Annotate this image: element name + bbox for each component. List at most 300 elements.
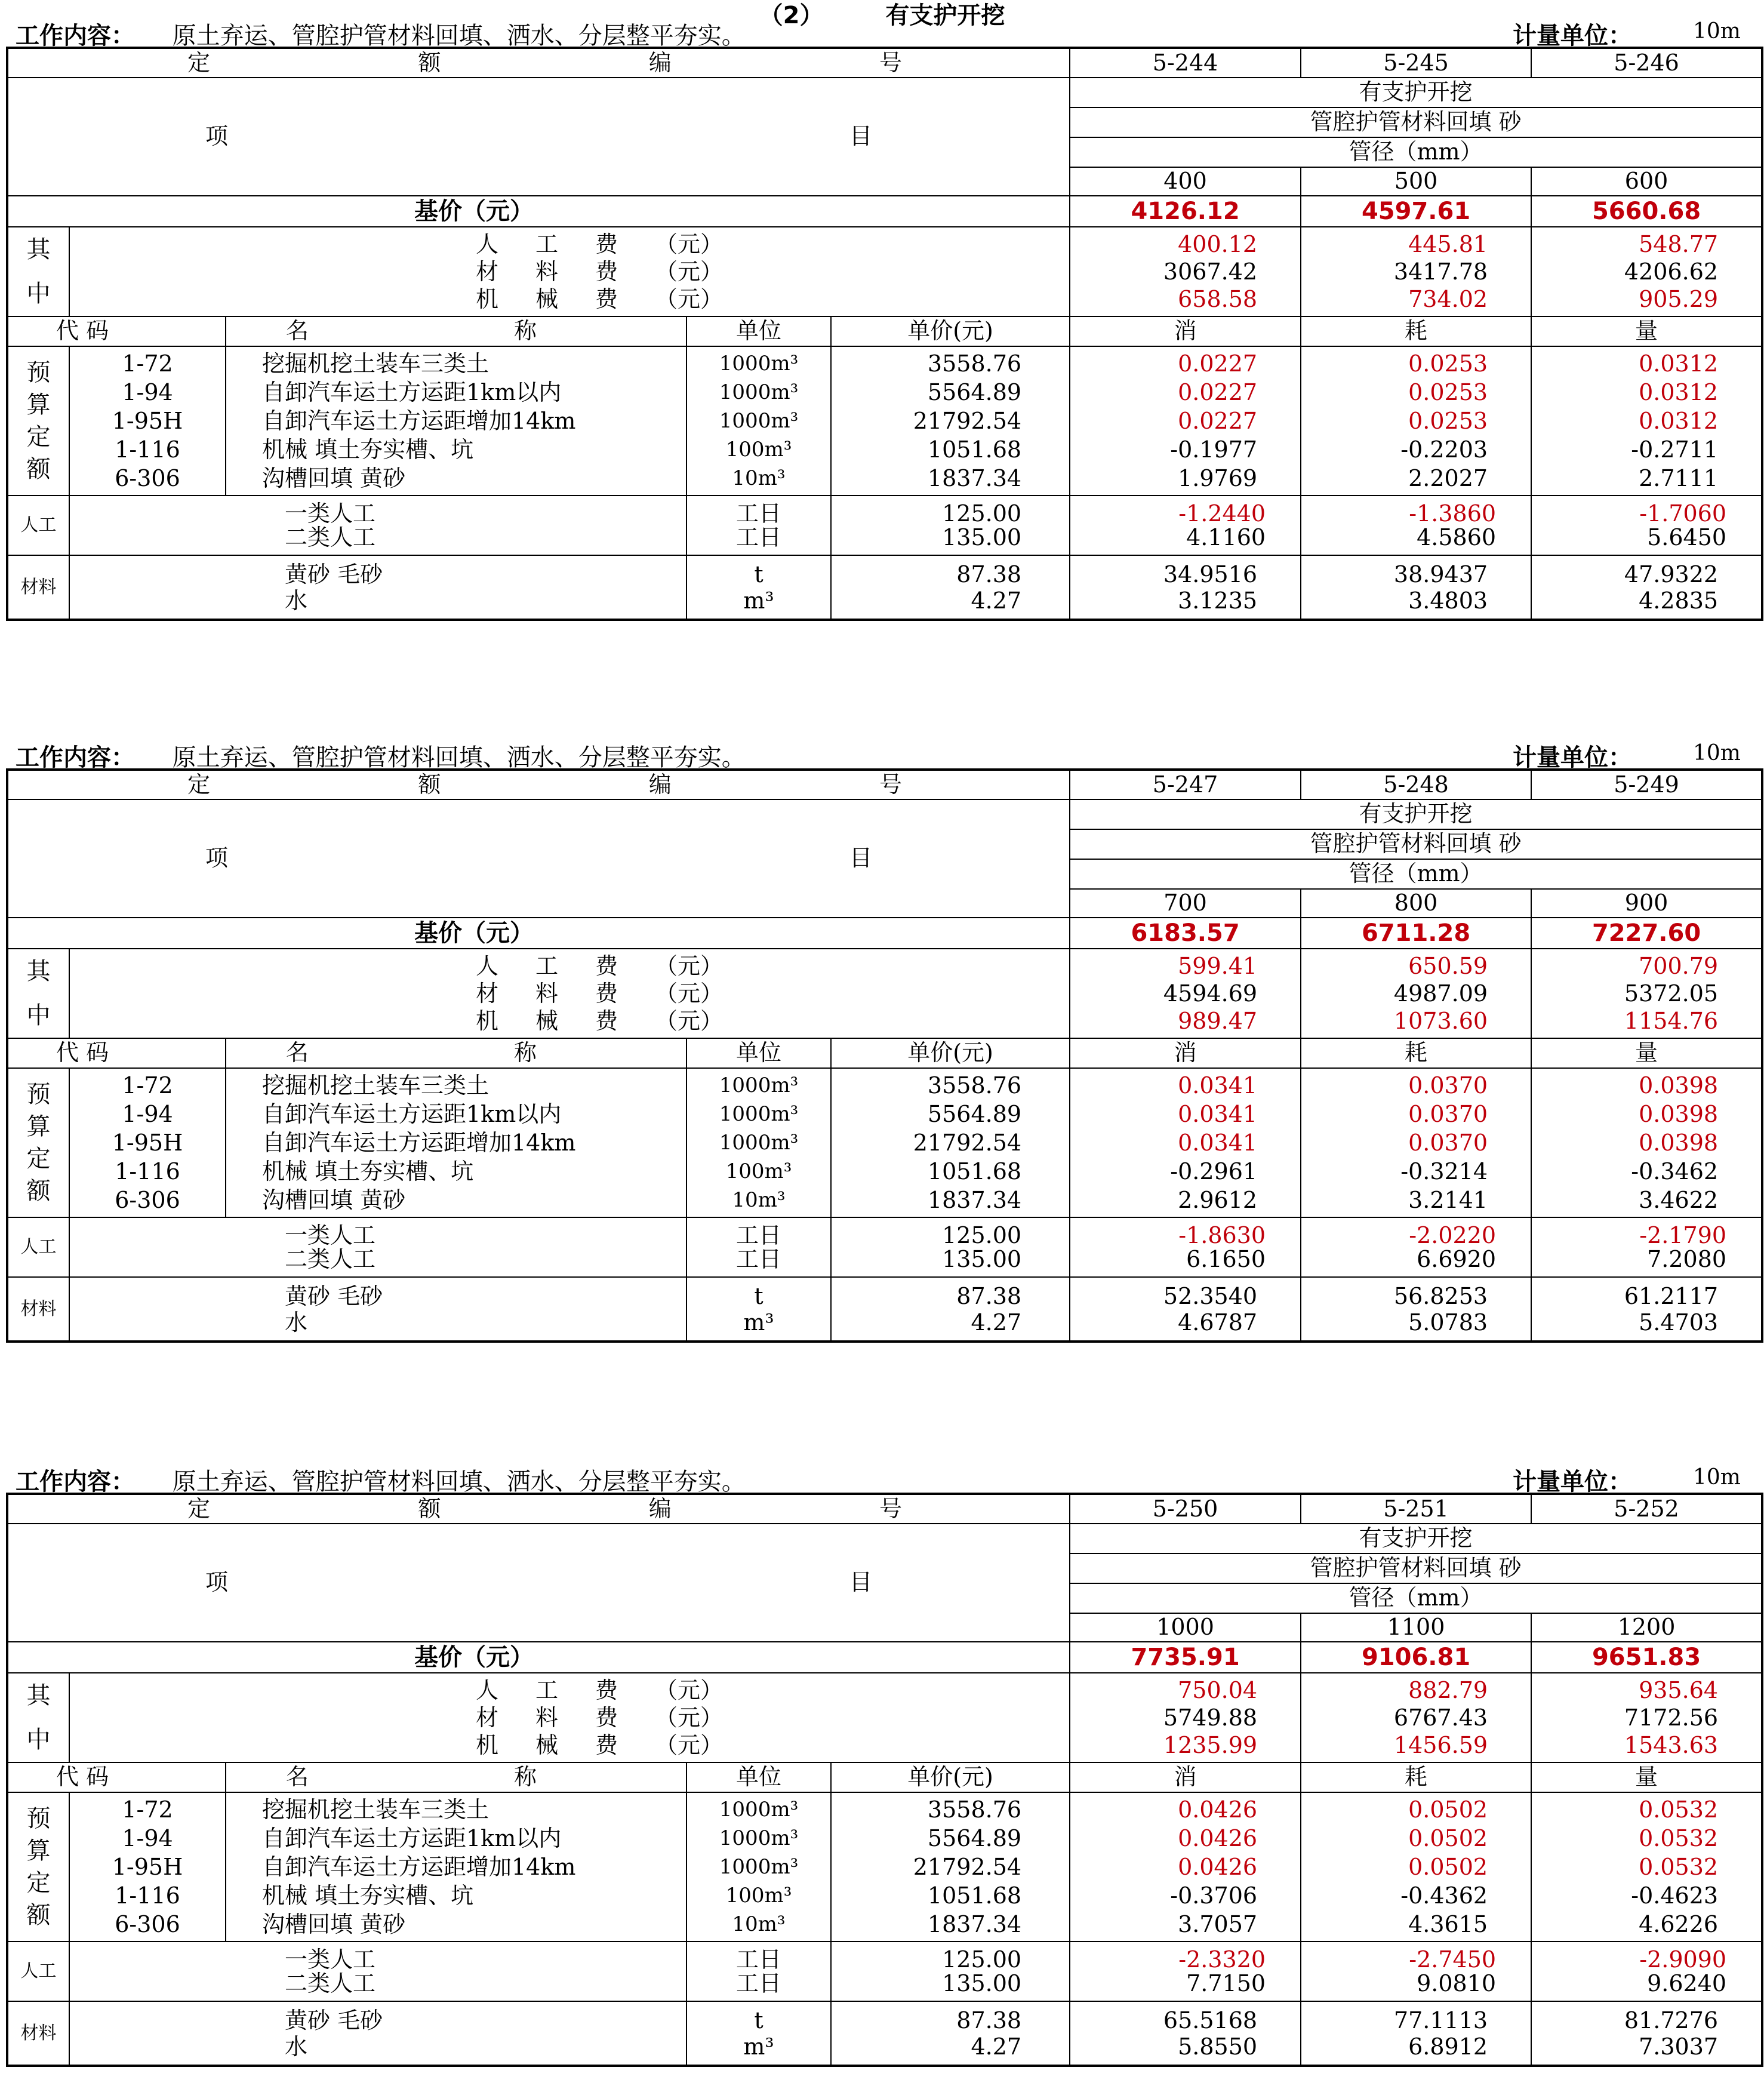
budget-consumption: 0.0312: [1639, 408, 1719, 434]
column-header-code: 代 码: [56, 1039, 109, 1066]
item-label: 目: [849, 123, 873, 150]
base-price-value: 5660.68: [1591, 198, 1701, 225]
budget-consumption: 0.0426: [1178, 1796, 1258, 1823]
code-row-label: 编: [648, 1495, 672, 1522]
diameter-value: 1200: [1617, 1614, 1676, 1641]
cost-label: 人: [476, 953, 499, 979]
base-price-value: 6711.28: [1361, 919, 1471, 947]
labor-item-unit: 工日: [735, 524, 781, 550]
machine-cost-value: 1154.76: [1624, 1008, 1719, 1034]
quota-code: 5-249: [1614, 771, 1679, 798]
quota-item-name: 自卸汽车运土方运距增加14km: [262, 408, 576, 434]
labor-cost-value: 445.81: [1408, 231, 1488, 257]
budget-consumption: -0.3706: [1170, 1882, 1258, 1909]
code-row-label: 号: [879, 49, 903, 76]
budget-consumption: 0.0502: [1408, 1825, 1488, 1851]
labor-cost-value: 650.59: [1408, 953, 1488, 979]
cost-label: 费: [595, 1732, 618, 1758]
budget-consumption: 0.0532: [1639, 1854, 1719, 1880]
quota-item-unit: 1000m³: [719, 409, 799, 433]
material-item-name: 水: [285, 1309, 308, 1336]
code-row-label: 号: [879, 1495, 903, 1522]
budget-consumption: -0.4623: [1631, 1882, 1719, 1909]
group-title: 有支护开挖: [1359, 79, 1473, 106]
quota-item-unit: 1000m³: [719, 380, 799, 404]
quota-item-price: 3558.76: [927, 1796, 1022, 1823]
cost-label: （元）: [655, 1008, 724, 1034]
quota-item-name: 自卸汽车运土方运距增加14km: [262, 1854, 576, 1880]
unit-label: 计量单位：: [1513, 1468, 1632, 1496]
quota-item-name: 自卸汽车运土方运距增加14km: [262, 1130, 576, 1156]
column-header-consume: 量: [1635, 1039, 1658, 1066]
machine-cost-value: 1073.60: [1393, 1008, 1488, 1034]
budget-consumption: -0.2961: [1170, 1158, 1258, 1185]
budget-consumption: -0.1977: [1170, 436, 1258, 463]
group-subtitle: 管腔护管材料回填 砂: [1310, 109, 1522, 136]
column-header-name: 名: [286, 1764, 309, 1790]
quota-item-name: 机械 填土夯实槽、坑: [262, 1158, 474, 1185]
cost-label: 械: [535, 1732, 559, 1758]
diameter-value: 900: [1624, 890, 1668, 916]
cost-label: 料: [535, 980, 559, 1007]
cost-label: 费: [595, 1677, 618, 1703]
budget-consumption: 0.0370: [1408, 1072, 1488, 1099]
material-group-label: 材料: [20, 576, 57, 598]
quota-item-name: 机械 填土夯实槽、坑: [262, 1882, 474, 1909]
quota-item-price: 21792.54: [913, 1854, 1022, 1880]
budget-consumption: 0.0341: [1178, 1072, 1258, 1099]
quota-item-name: 自卸汽车运土方运距1km以内: [262, 1101, 562, 1127]
cost-label: 机: [476, 1008, 499, 1034]
labor-group-label: 人工: [20, 515, 57, 536]
qizhong-char: 中: [26, 1002, 51, 1029]
material-item-price: 87.38: [956, 1282, 1022, 1309]
budget-consumption: -0.2203: [1400, 436, 1488, 463]
quota-item-unit: 100m³: [725, 438, 792, 462]
material-consumption: 4.6787: [1178, 1309, 1258, 1336]
column-header-consume: 耗: [1405, 1039, 1428, 1066]
cost-label: 人: [476, 231, 499, 257]
cost-label: 材: [476, 1705, 499, 1731]
diameter-value: 400: [1163, 168, 1207, 195]
machine-cost-value: 905.29: [1639, 286, 1719, 312]
unit-value: 10m: [1693, 1465, 1741, 1490]
cost-label: 机: [476, 286, 499, 312]
quota-item-code: 6-306: [115, 1187, 180, 1213]
column-header-name: 称: [513, 1764, 537, 1790]
code-row-label: 编: [648, 771, 672, 798]
labor-item-unit: 工日: [735, 1222, 781, 1248]
work-content-line: [16, 17, 1764, 48]
budget-consumption: -0.3462: [1631, 1158, 1719, 1185]
quota-item-price: 1051.68: [927, 436, 1022, 463]
quota-item-name: 挖掘机挖土装车三类土: [262, 1796, 490, 1823]
labor-consumption: 9.0810: [1417, 1970, 1497, 1996]
quota-item-unit: 1000m³: [719, 352, 799, 376]
column-header-consume: 耗: [1405, 318, 1428, 344]
budget-consumption: 0.0426: [1178, 1854, 1258, 1880]
labor-item-name: 一类人工: [285, 500, 376, 527]
cost-label: 工: [535, 953, 559, 979]
labor-consumption: -2.0220: [1409, 1222, 1497, 1248]
cost-label: （元）: [655, 1732, 724, 1758]
labor-item-price: 125.00: [942, 500, 1022, 527]
budget-consumption: 0.0253: [1408, 408, 1488, 434]
quota-item-price: 1051.68: [927, 1158, 1022, 1185]
quota-table: [6, 768, 1763, 1343]
labor-item-unit: 工日: [735, 1970, 781, 1996]
budget-consumption: 0.0370: [1408, 1130, 1488, 1156]
cost-label: （元）: [655, 259, 724, 285]
material-group-label: 材料: [20, 2022, 57, 2044]
column-header-price: 单价(元): [907, 1764, 993, 1790]
quota-item-code: 1-94: [122, 1101, 173, 1127]
budget-consumption: 0.0370: [1408, 1101, 1488, 1127]
unit-label: 计量单位：: [1513, 744, 1632, 771]
diameter-value: 500: [1394, 168, 1438, 195]
cost-label: 料: [535, 1705, 559, 1731]
budget-consumption: 0.0398: [1639, 1101, 1719, 1127]
labor-consumption: -1.8630: [1178, 1222, 1266, 1248]
column-header-name: 名: [286, 318, 309, 344]
cost-label: 工: [535, 231, 559, 257]
labor-consumption: -2.3320: [1178, 1946, 1266, 1973]
material-consumption: 7.3037: [1639, 2033, 1719, 2060]
labor-item-unit: 工日: [735, 500, 781, 527]
cost-label: （元）: [655, 1677, 724, 1703]
machine-cost-value: 1543.63: [1624, 1732, 1719, 1758]
material-item-unit: m³: [743, 587, 774, 614]
labor-cost-value: 700.79: [1639, 953, 1719, 979]
quota-code: 5-252: [1614, 1495, 1679, 1522]
cost-label: 材: [476, 259, 499, 285]
material-item-unit: m³: [743, 2033, 774, 2060]
material-consumption: 56.8253: [1393, 1282, 1488, 1309]
section-number: （2）: [759, 2, 824, 29]
labor-consumption: -2.9090: [1639, 1946, 1727, 1973]
quota-item-unit: 100m³: [725, 1884, 792, 1908]
machine-cost-value: 1456.59: [1393, 1732, 1488, 1758]
quota-item-price: 1837.34: [927, 1187, 1022, 1213]
material-consumption: 38.9437: [1393, 561, 1488, 587]
cost-label: （元）: [655, 953, 724, 979]
quota-item-code: 1-116: [115, 1882, 180, 1909]
budget-consumption: 4.3615: [1408, 1911, 1488, 1937]
budget-group-char: 算: [26, 1837, 51, 1865]
quota-table: [6, 47, 1763, 621]
item-label: 项: [205, 1569, 229, 1596]
budget-consumption: 2.9612: [1178, 1187, 1258, 1213]
base-price-label: （元）: [462, 1644, 534, 1671]
quota-item-name: 挖掘机挖土装车三类土: [262, 350, 490, 377]
material-item-name: 黄砂 毛砂: [285, 2007, 383, 2033]
group-subtitle: 管腔护管材料回填 砂: [1310, 1555, 1522, 1582]
work-content-label: 工作内容：: [16, 744, 135, 771]
cost-label: 费: [595, 1705, 618, 1731]
budget-consumption: 0.0227: [1178, 379, 1258, 405]
quota-code: 5-245: [1383, 49, 1449, 76]
labor-item-price: 125.00: [942, 1946, 1022, 1973]
cost-label: 费: [595, 953, 618, 979]
base-price-value: 4597.61: [1361, 198, 1471, 225]
material-cost-value: 4987.09: [1393, 980, 1488, 1007]
code-row-label: 额: [418, 771, 441, 798]
material-consumption: 77.1113: [1393, 2007, 1488, 2033]
material-cost-value: 5372.05: [1624, 980, 1719, 1007]
qizhong-char: 其: [26, 958, 51, 985]
column-header-consume: 消: [1174, 318, 1197, 344]
diameter-value: 1000: [1156, 1614, 1214, 1641]
unit-value: 10m: [1693, 19, 1741, 44]
budget-consumption: 0.0253: [1408, 350, 1488, 377]
material-item-price: 87.38: [956, 2007, 1022, 2033]
labor-consumption: 6.1650: [1186, 1246, 1266, 1272]
material-item-unit: m³: [743, 1309, 774, 1336]
quota-item-code: 1-72: [122, 1796, 173, 1823]
work-content-text: 原土弃运、管腔护管材料回填、洒水、分层整平夯实。: [172, 1468, 746, 1496]
labor-item-unit: 工日: [735, 1246, 781, 1272]
quota-section: [6, 1463, 1761, 2069]
budget-consumption: 0.0312: [1639, 350, 1719, 377]
quota-item-name: 挖掘机挖土装车三类土: [262, 1072, 490, 1099]
material-item-name: 黄砂 毛砂: [285, 1282, 383, 1309]
cost-label: 费: [595, 980, 618, 1007]
unit-label: 计量单位：: [1513, 22, 1632, 50]
column-header-consume: 消: [1174, 1039, 1197, 1066]
labor-item-price: 135.00: [942, 1246, 1022, 1272]
code-row-label: 额: [418, 1495, 441, 1522]
qizhong-char: 中: [26, 1726, 51, 1753]
column-header-consume: 耗: [1405, 1764, 1428, 1790]
cost-label: 费: [595, 286, 618, 312]
budget-group-char: 额: [26, 1902, 51, 1929]
cost-label: 机: [476, 1732, 499, 1758]
labor-item-price: 135.00: [942, 524, 1022, 550]
budget-consumption: 2.7111: [1639, 465, 1719, 491]
budget-consumption: 0.0532: [1639, 1796, 1719, 1823]
material-item-unit: t: [754, 1282, 764, 1309]
material-consumption: 6.8912: [1408, 2033, 1488, 2060]
machine-cost-value: 658.58: [1178, 286, 1258, 312]
labor-cost-value: 599.41: [1178, 953, 1258, 979]
material-consumption: 5.8550: [1178, 2033, 1258, 2060]
material-cost-value: 3417.78: [1393, 259, 1488, 285]
quota-code: 5-251: [1383, 1495, 1449, 1522]
base-price-label: （元）: [462, 919, 534, 947]
quota-item-code: 1-116: [115, 1158, 180, 1185]
material-cost-value: 7172.56: [1624, 1705, 1719, 1731]
quota-item-code: 1-94: [122, 379, 173, 405]
cost-label: 械: [535, 1008, 559, 1034]
quota-code: 5-246: [1614, 49, 1679, 76]
quota-item-name: 自卸汽车运土方运距1km以内: [262, 379, 562, 405]
cost-label: （元）: [655, 1705, 724, 1731]
cost-label: 料: [535, 259, 559, 285]
labor-consumption: 6.6920: [1417, 1246, 1497, 1272]
material-consumption: 4.2835: [1639, 587, 1719, 614]
labor-consumption: -1.7060: [1639, 500, 1727, 527]
budget-group-char: 算: [26, 1113, 51, 1140]
budget-consumption: 0.0532: [1639, 1825, 1719, 1851]
column-header-name: 名: [286, 1039, 309, 1066]
labor-cost-value: 882.79: [1408, 1677, 1488, 1703]
quota-item-code: 6-306: [115, 1911, 180, 1937]
group-title: 有支护开挖: [1359, 1525, 1473, 1552]
quota-item-code: 1-94: [122, 1825, 173, 1851]
cost-label: 费: [595, 231, 618, 257]
material-consumption: 65.5168: [1163, 2007, 1258, 2033]
labor-cost-value: 400.12: [1178, 231, 1258, 257]
quota-item-price: 1051.68: [927, 1882, 1022, 1909]
diameter-label: 管径（mm）: [1349, 1585, 1483, 1611]
labor-group-label: 人工: [20, 1961, 57, 1982]
quota-section: [6, 739, 1761, 1345]
quota-item-code: 1-95H: [112, 1130, 183, 1156]
budget-group-char: 预: [26, 1081, 51, 1108]
labor-consumption: -1.2440: [1178, 500, 1266, 527]
budget-consumption: 0.0398: [1639, 1130, 1719, 1156]
item-label: 项: [205, 123, 229, 150]
quota-item-price: 3558.76: [927, 350, 1022, 377]
diameter-value: 1100: [1387, 1614, 1445, 1641]
code-row-label: 编: [648, 49, 672, 76]
quota-code: 5-250: [1152, 1495, 1218, 1522]
code-row-label: 号: [879, 771, 903, 798]
budget-consumption: -0.4362: [1400, 1882, 1488, 1909]
labor-consumption: -2.7450: [1409, 1946, 1497, 1973]
column-header-unit: 单位: [735, 318, 781, 344]
material-item-name: 水: [285, 2033, 308, 2060]
budget-consumption: -0.3214: [1400, 1158, 1488, 1185]
quota-item-name: 沟槽回填 黄砂: [262, 465, 406, 491]
quota-table: [6, 1493, 1763, 2067]
column-header-name: 称: [513, 1039, 537, 1066]
base-price-value: 4126.12: [1131, 198, 1240, 225]
quota-item-code: 1-72: [122, 1072, 173, 1099]
material-item-price: 4.27: [971, 1309, 1022, 1336]
budget-group-char: 预: [26, 1805, 51, 1832]
budget-consumption: -0.2711: [1631, 436, 1719, 463]
budget-consumption: 0.0426: [1178, 1825, 1258, 1851]
work-content-label: 工作内容：: [16, 1468, 135, 1496]
material-cost-value: 4206.62: [1624, 259, 1719, 285]
material-consumption: 61.2117: [1624, 1282, 1719, 1309]
budget-consumption: 1.9769: [1178, 465, 1258, 491]
base-price-label: 基: [414, 198, 438, 225]
qizhong-char: 中: [26, 280, 51, 307]
quota-item-name: 沟槽回填 黄砂: [262, 1187, 406, 1213]
diameter-value: 800: [1394, 890, 1438, 916]
work-content-text: 原土弃运、管腔护管材料回填、洒水、分层整平夯实。: [172, 22, 746, 50]
column-header-unit: 单位: [735, 1039, 781, 1066]
base-price-label: 基: [414, 919, 438, 947]
material-consumption: 5.0783: [1408, 1309, 1488, 1336]
quota-item-price: 5564.89: [927, 379, 1022, 405]
quota-item-price: 3558.76: [927, 1072, 1022, 1099]
machine-cost-value: 734.02: [1408, 286, 1488, 312]
material-cost-value: 5749.88: [1163, 1705, 1258, 1731]
quota-item-unit: 1000m³: [719, 1131, 799, 1155]
quota-item-name: 沟槽回填 黄砂: [262, 1911, 406, 1937]
machine-cost-value: 1235.99: [1163, 1732, 1258, 1758]
material-consumption: 47.9322: [1624, 561, 1719, 587]
material-item-name: 黄砂 毛砂: [285, 561, 383, 587]
labor-group-label: 人工: [20, 1236, 57, 1257]
base-price-label: 价: [438, 1644, 462, 1671]
labor-consumption: 5.6450: [1647, 524, 1727, 550]
quota-item-code: 1-116: [115, 436, 180, 463]
column-header-consume: 消: [1174, 1764, 1197, 1790]
quota-item-unit: 10m³: [732, 1188, 786, 1212]
quota-item-unit: 1000m³: [719, 1073, 799, 1097]
budget-group-char: 定: [26, 423, 51, 451]
quota-item-code: 1-72: [122, 350, 173, 377]
column-header-unit: 单位: [735, 1764, 781, 1790]
work-content-line: [16, 739, 1764, 770]
cost-label: 械: [535, 286, 559, 312]
material-item-price: 87.38: [956, 561, 1022, 587]
column-header-consume: 量: [1635, 318, 1658, 344]
cost-label: （元）: [655, 286, 724, 312]
material-item-price: 4.27: [971, 2033, 1022, 2060]
material-consumption: 3.1235: [1178, 587, 1258, 614]
budget-consumption: 0.0398: [1639, 1072, 1719, 1099]
labor-consumption: 9.6240: [1647, 1970, 1727, 1996]
labor-consumption: -2.1790: [1639, 1222, 1727, 1248]
budget-consumption: 3.4622: [1639, 1187, 1719, 1213]
machine-cost-value: 989.47: [1178, 1008, 1258, 1034]
labor-item-name: 一类人工: [285, 1222, 376, 1248]
quota-item-unit: 1000m³: [719, 1855, 799, 1879]
code-row-label: 定: [187, 771, 211, 798]
material-cost-value: 4594.69: [1163, 980, 1258, 1007]
budget-group-char: 算: [26, 391, 51, 419]
cost-label: （元）: [655, 231, 724, 257]
quota-item-price: 1837.34: [927, 1911, 1022, 1937]
item-label: 目: [849, 845, 873, 872]
code-row-label: 定: [187, 49, 211, 76]
material-consumption: 34.9516: [1163, 561, 1258, 587]
labor-consumption: 7.7150: [1186, 1970, 1266, 1996]
code-row-label: 额: [418, 49, 441, 76]
quota-section: [6, 17, 1761, 623]
qizhong-char: 其: [26, 236, 51, 263]
quota-item-price: 21792.54: [913, 1130, 1022, 1156]
quota-item-code: 1-95H: [112, 1854, 183, 1880]
diameter-label: 管径（mm）: [1349, 860, 1483, 887]
labor-cost-value: 935.64: [1639, 1677, 1719, 1703]
work-content-line: [16, 1463, 1764, 1494]
code-row-label: 定: [187, 1495, 211, 1522]
column-header-price: 单价(元): [907, 318, 993, 344]
base-price-label: 价: [438, 919, 462, 947]
material-consumption: 81.7276: [1624, 2007, 1719, 2033]
labor-item-name: 二类人工: [285, 524, 376, 550]
quota-code: 5-248: [1383, 771, 1449, 798]
budget-consumption: 0.0227: [1178, 350, 1258, 377]
column-header-consume: 量: [1635, 1764, 1658, 1790]
labor-item-unit: 工日: [735, 1946, 781, 1973]
group-subtitle: 管腔护管材料回填 砂: [1310, 830, 1522, 857]
base-price-value: 6183.57: [1131, 919, 1240, 947]
quota-item-unit: 1000m³: [719, 1798, 799, 1822]
labor-consumption: 7.2080: [1647, 1246, 1727, 1272]
material-consumption: 52.3540: [1163, 1282, 1258, 1309]
budget-consumption: 0.0341: [1178, 1130, 1258, 1156]
quota-item-code: 6-306: [115, 465, 180, 491]
budget-consumption: 0.0227: [1178, 408, 1258, 434]
material-cost-value: 6767.43: [1393, 1705, 1488, 1731]
